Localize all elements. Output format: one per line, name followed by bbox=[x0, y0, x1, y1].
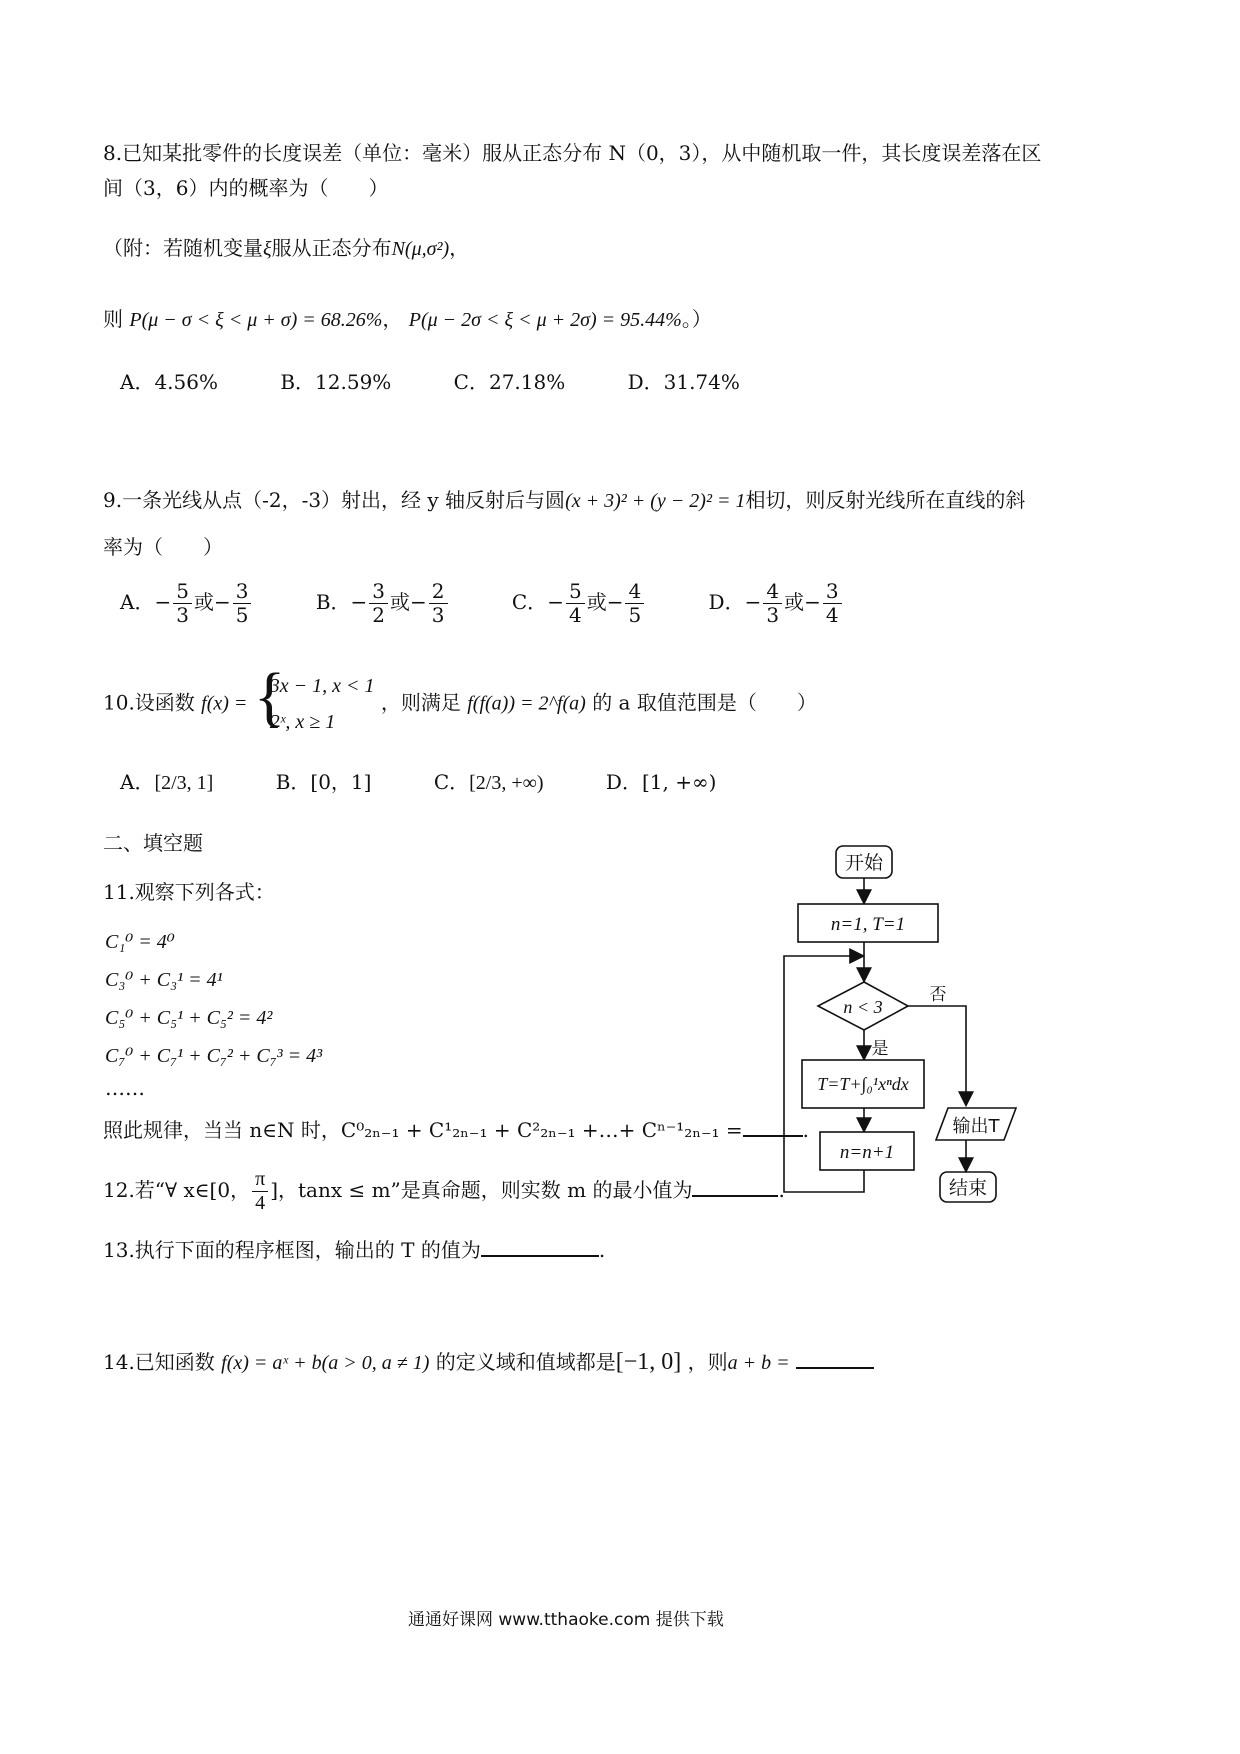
q10-option-a-value: [2/3, 1] bbox=[154, 772, 214, 794]
q11-line-4: C₇⁰ + C₇¹ + C₇² + C₇³ = 4³ bbox=[105, 1045, 323, 1067]
q11-dots: …… bbox=[105, 1076, 145, 1100]
q10-options bbox=[120, 770, 772, 796]
q10-option-d[interactable]: D．[1, +∞) bbox=[605, 770, 717, 794]
q9-d-d1: 3 bbox=[766, 603, 780, 627]
flow-end-label: 结束 bbox=[948, 1177, 988, 1199]
q9-a-d2: 5 bbox=[235, 603, 249, 627]
q14-ask: a + b = bbox=[727, 1352, 790, 1374]
q9-options bbox=[120, 580, 900, 627]
q9-b-d1: 2 bbox=[372, 603, 386, 627]
q10-option-c-label: C． bbox=[433, 770, 470, 794]
q12-end: . bbox=[778, 1178, 785, 1202]
q9-c-n1: 5 bbox=[566, 580, 585, 604]
q9-a-or: 或 bbox=[193, 590, 214, 614]
flow-arrow-no bbox=[908, 1006, 966, 1104]
q8-rule-sep: ， bbox=[382, 307, 403, 331]
flow-output-label: 输出T bbox=[952, 1116, 1000, 1137]
q11-intro: 11.观察下列各式： bbox=[103, 880, 275, 904]
q9-c-d2: 5 bbox=[628, 603, 642, 627]
flow-start-label: 开始 bbox=[844, 852, 884, 874]
q9-c-frac1 bbox=[566, 580, 585, 627]
q9-b-frac2 bbox=[429, 580, 448, 627]
q9-b-frac1 bbox=[369, 580, 388, 627]
q9-d-frac2 bbox=[823, 580, 842, 627]
q11-end: . bbox=[802, 1118, 810, 1142]
q10-stem bbox=[103, 660, 817, 740]
q9-b-or: 或 bbox=[390, 590, 411, 614]
q9-line1-b: 相切，则反射光线所在直线的斜 bbox=[745, 488, 1026, 512]
q14-func: f(x) = aˣ + b(a > 0, a ≠ 1) bbox=[221, 1352, 430, 1374]
q9-option-c[interactable]: C．− $\frac{5}{4}$ 或− $\frac{4}{5}$ bbox=[512, 590, 653, 614]
q13-answer-blank[interactable] bbox=[481, 1254, 599, 1257]
q9-c-frac2 bbox=[625, 580, 644, 627]
q9-b-d2: 3 bbox=[431, 603, 445, 627]
flow-cond-label: n < 3 bbox=[843, 997, 883, 1017]
q9-d-or: 或 bbox=[784, 590, 805, 614]
page-footer: 通通好课网 www.tthaoke.com 提供下载 bbox=[408, 1610, 724, 1630]
q9-a-d1: 3 bbox=[176, 603, 189, 627]
q10-prefix: 10.设函数 bbox=[103, 690, 195, 715]
q9-a-n2: 3 bbox=[233, 580, 252, 604]
q8-option-b[interactable]: B．12.59% bbox=[280, 370, 392, 394]
q9-d-n1: 4 bbox=[763, 580, 782, 604]
q8-note-end: ， bbox=[449, 236, 470, 260]
q10-option-a-label: A． bbox=[120, 770, 155, 794]
q9-option-a[interactable]: A．− $\frac{5}{3}$ 或− $\frac{3}{5}$ bbox=[120, 590, 260, 614]
q9-line2: 率为（ ） bbox=[103, 535, 223, 559]
section-heading: 二、填空题 bbox=[103, 831, 203, 855]
flow-no-label: 否 bbox=[929, 985, 947, 1005]
q14-suffix: ，则 bbox=[687, 1350, 728, 1374]
q8-note-dist: N(μ,σ²) bbox=[391, 238, 450, 260]
q9-option-d-label: D． bbox=[708, 590, 745, 614]
q14-mid: 的定义域和值域都是 bbox=[435, 1350, 616, 1374]
q9-d-n2: 3 bbox=[823, 580, 842, 604]
q9-option-c-label: C． bbox=[511, 590, 548, 614]
q9-option-b[interactable]: B．− $\frac{3}{2}$ 或− $\frac{2}{3}$ bbox=[316, 590, 456, 614]
q8-option-c[interactable]: C．27.18% bbox=[453, 370, 566, 394]
q9-option-a-label: A． bbox=[120, 590, 155, 614]
q9-b-n2: 2 bbox=[429, 580, 448, 604]
flow-incr-label: n=n+1 bbox=[839, 1142, 895, 1163]
q8-note-var: ξ bbox=[263, 238, 272, 260]
q11-rule bbox=[103, 1118, 809, 1143]
q9-a-frac1 bbox=[173, 580, 192, 627]
q12-suffix: ]，tanx ≤ m”是真命题，则实数 m 的最小值为 bbox=[270, 1178, 693, 1202]
q12 bbox=[103, 1168, 785, 1215]
q12-frac bbox=[252, 1168, 268, 1215]
q11-line-1: C₁⁰ = 4⁰ bbox=[105, 931, 175, 953]
q10-suffix: 的 a 取值范围是（ ） bbox=[592, 690, 817, 715]
q8-option-a[interactable]: A．4.56% bbox=[120, 370, 218, 394]
q12-prefix: 12.若“∀ x∈[0， bbox=[103, 1178, 251, 1202]
q8-options bbox=[120, 370, 796, 395]
flow-init-label: n=1, T=1 bbox=[830, 914, 906, 935]
q10-option-c[interactable] bbox=[434, 770, 544, 794]
q9-a-frac2 bbox=[233, 580, 252, 627]
q9-d-frac1 bbox=[763, 580, 782, 627]
q11-line-2: C₃⁰ + C₃¹ = 4¹ bbox=[105, 969, 223, 991]
q14-answer-blank[interactable] bbox=[796, 1366, 874, 1369]
q9-c-d1: 4 bbox=[568, 603, 582, 627]
q12-frac-den: 4 bbox=[255, 1192, 266, 1214]
flow-update-label: T=T+∫₀¹xⁿdx bbox=[817, 1074, 909, 1094]
flowchart bbox=[770, 840, 1050, 1210]
q12-frac-num: π bbox=[252, 1168, 268, 1192]
q10-case1: 3x − 1, x < 1 bbox=[269, 675, 375, 697]
q8-line1: 8.已知某批零件的长度误差（单位：毫米）服从正态分布 N（0，3），从中随机取一件，其长度误差落在区 bbox=[103, 141, 1042, 165]
q8-note bbox=[103, 236, 469, 262]
q8-rule2: P(μ − 2σ < ξ < μ + 2σ) = 95.44% bbox=[408, 309, 682, 331]
q10-cases bbox=[253, 660, 375, 740]
q10-mid: ，则满足 bbox=[380, 690, 461, 715]
q9-line1-a: 9.一条光线从点（-2，-3）射出，经 y 轴反射后与圆 bbox=[103, 488, 566, 512]
q9-d-d2: 4 bbox=[825, 603, 839, 627]
q9-b-n1: 3 bbox=[369, 580, 388, 604]
q9-option-d[interactable]: D．− $\frac{4}{3}$ 或− $\frac{3}{4}$ bbox=[709, 590, 844, 614]
q10-case2: 2ˣ, x ≥ 1 bbox=[269, 711, 336, 733]
q14-prefix: 14.已知函数 bbox=[103, 1350, 215, 1374]
q8-line2: 间（3，6）内的概率为（ ） bbox=[103, 176, 389, 200]
q14 bbox=[103, 1347, 874, 1377]
q10-cond: f(f(a)) = 2^f(a) bbox=[467, 692, 586, 715]
q11-rule-text: 照此规律，当当 n∈N 时，C⁰₂ₙ₋₁ + C¹₂ₙ₋₁ + C²₂ₙ₋₁ +…+ Cⁿ⁻¹₂ₙ₋₁ = bbox=[103, 1118, 743, 1142]
q8-note-mid: 服从正态分布 bbox=[271, 236, 392, 260]
flow-yes-label: 是 bbox=[871, 1039, 889, 1059]
q10-fx: f(x) = bbox=[201, 692, 248, 715]
q11-line-3: C₅⁰ + C₅¹ + C₅² = 4² bbox=[105, 1007, 273, 1029]
q8-option-d[interactable]: D．31.74% bbox=[627, 370, 740, 394]
q10-brace-icon: { bbox=[253, 660, 286, 733]
q9-option-b-label: B． bbox=[315, 590, 351, 614]
q13-text: 13.执行下面的程序框图，输出的 T 的值为 bbox=[103, 1238, 481, 1262]
q8-rule1: P(μ − σ < ξ < μ + σ) = 68.26% bbox=[129, 309, 383, 331]
q13 bbox=[103, 1238, 605, 1263]
q8-rule bbox=[103, 307, 712, 333]
q9-line1 bbox=[103, 488, 1025, 514]
q9-c-or: 或 bbox=[586, 590, 607, 614]
q13-end: . bbox=[598, 1238, 606, 1262]
q9-a-n1: 5 bbox=[173, 580, 192, 604]
q8-note-prefix: （附：若随机变量 bbox=[103, 236, 263, 260]
q12-answer-blank[interactable] bbox=[692, 1194, 778, 1197]
q8-rule-end: 。） bbox=[681, 307, 712, 331]
q9-circle-eq: (x + 3)² + (y − 2)² = 1 bbox=[565, 490, 746, 512]
q14-interval: [−1, 0] bbox=[615, 1349, 682, 1375]
q10-option-b[interactable]: B．[0，1] bbox=[275, 770, 372, 794]
q10-option-c-value: [2/3, +∞) bbox=[469, 772, 544, 794]
q9-c-n2: 4 bbox=[625, 580, 644, 604]
q8-rule-prefix: 则 bbox=[103, 307, 123, 331]
q10-option-a[interactable] bbox=[120, 770, 213, 794]
